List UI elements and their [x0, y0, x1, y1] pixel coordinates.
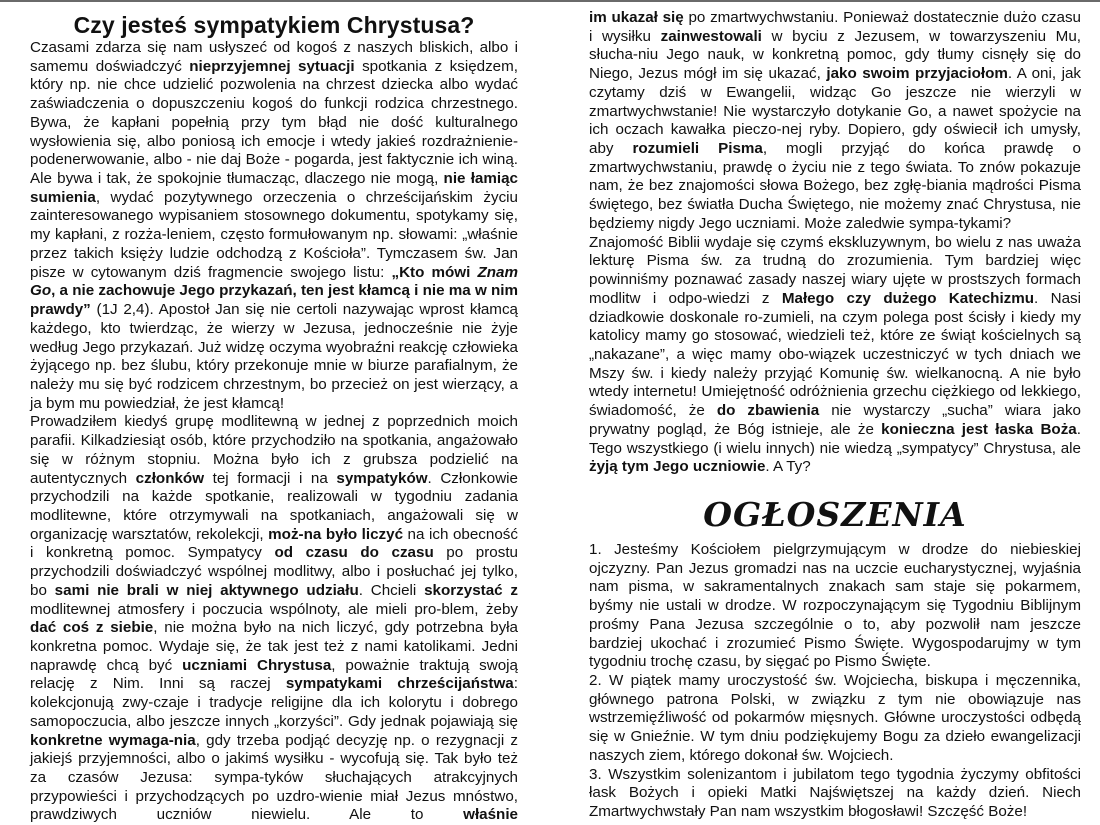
- emphasis-bold: sympatykami chrześcijaństwa: [285, 675, 514, 693]
- emphasis-bold: im ukazał się: [589, 9, 684, 26]
- left-column: [30, 9, 518, 825]
- emphasis-bold: żyją tym Jego uczniowie: [589, 458, 766, 476]
- emphasis-bold: nie łamiąc sumienia: [30, 170, 518, 206]
- emphasis-bold: zainwestowali: [660, 27, 762, 45]
- emphasis-bold: , a nie zachowuje Jego przykazań, ten jest kłamcą i nie ma w nim prawdy”: [30, 282, 518, 319]
- emphasis-bold: nieprzyjemnej sytuacji: [189, 57, 355, 75]
- emphasis-bold: sympatyków: [336, 469, 428, 487]
- article-paragraph-continued: im ukazał się po zmartwychwstaniu. Ponieważ dostatecznie dużo czasu i wysiłku zainwestowali w byciu z Jezusem, w towarzyszeniu Mu, słucha-niu Jego nauk, w konkretną pomoc, gdy tłumy cisnęły się do Niego, Jezus mógł im się ukazać, jako swoim przyjaciołom. A oni, jak czytamy dziś w Ewangelii, widząc Go jeszcze nie wierzyli w zmartwychwstanie! Nie wystarczyło dotykanie Go, a nawet spożycie na ich oczach kawałka pieczo-nej ryby. Dopiero, gdy oświecił ich umysły, aby rozumieli Pisma, mogli przyjąć do końca prawdę o zmartwychwstaniu, prawdę o życiu nie z tego świata. To znów pokazuje nam, że bez znajomości słowa Bożego, bez zgłę-biania mądrości Pisma świętego, bez światła Ducha Świętego, nie możemy znać Chrystusa, nie będziemy nigdy Jego uczniami. Może zaledwie sympa-tykami?: [589, 9, 1082, 232]
- emphasis-bold: skorzystać z: [424, 581, 518, 599]
- emphasis-bold: do zbawienia: [716, 402, 820, 420]
- emphasis-bold: uczniami Chrystusa: [182, 656, 332, 674]
- announcement-item: 1. Jesteśmy Kościołem pielgrzymującym w drodze do niebieskiej ojczyzny. Pan Jezus gromadzi nas na uczcie eucharystycznej, wyjaśnia nam pisma, w sakramentalnych znakach sam staje się pokarmem, byśmy nie ustali w drodze. W rozpoczynającym się Tygodniu Biblijnym prośmy Pana Jezusa szczególnie o to, aby pozwolił nam jeszcze bardziej ukochać i zrozumieć Pismo Święte. Wygospodarujmy w tym tygodniu trochę czasu, by sięgać po Pismo Święte.: [589, 540, 1081, 671]
- emphasis-bold: od czasu do czasu: [274, 544, 434, 562]
- emphasis-bold: moż-na było liczyć: [268, 525, 404, 543]
- emphasis-bold: rozumieli Pisma: [632, 140, 763, 158]
- article-paragraph: Czasami zdarza się nam usłyszeć od kogoś z naszych bliskich, albo i samemu doświadczyć nieprzyjemnej sytuacji spotkania z księdzem, który np. nie chce udzielić pozwolenia na chrzest dziecka albo wydać zaświadczenia o dopuszczeniu kogoś do funkcji rodzica chrzestnego. Bywa, że kapłani popełnią przy tym błąd nie dość kulturalnego wysłowienia się, albo poniosą ich emocje i wtedy jakieś rozdrażnienie-podenerwowanie, albo - nie daj Boże - pogarda, jest faktycznie ich winą. Ale bywa i tak, że spokojnie tłumacząc, dlaczego nie mogą, nie łamiąc sumienia, wydać pozytywnego orzeczenia o chrześcijańskim życiu zainteresowanego wypisaniem stosownego dokumentu, spotykamy się, my kapłani, z rozża-leniem, często formułowanym np. słowami: „właśnie przez takich księży ludzie odchodzą z Kościoła”. Tymczasem św. Jan pisze w cytowanym dziś fragmencie swojego listu: „Kto mówi Znam Go, a nie zachowuje Jego przykazań, ten jest kłamcą i nie ma w nim prawdy” (1J 2,4). Apostoł Jan się nie certoli nazywając wprost kłamcą każdego, kto twierdząc, że wierzy w Jezusa, jednocześnie nie żyje według Jego przykazań. Już widzę oczyma wyobraźni reakcję człowieka żyjącego np. bez ślubu, który przekonuje mnie w biurze parafialnym, że należy mu się być rodzicem chrzestnym, bo przecież on jest wierzący, a ja bym mu powiedział, że jest kłamcą!: [30, 39, 518, 412]
- emphasis-bold: Znam Go: [30, 263, 518, 300]
- announcement-item: 2. W piątek mamy uroczystość św. Wojciecha, biskupa i męczennika, głównego patrona Polski, w związku z tym nie obowiązuje nas wstrzemięźliwość od pokarmów mięsnych. Główne uroczystości odbędą się w Gnieźnie. W tym dniu podziękujemy Bogu za dzieło ewangelizacji naszych ziem, którego dokonał św. Wojciech.: [589, 672, 1081, 764]
- emphasis-bold: konkretne wymaga-nia: [30, 731, 196, 749]
- emphasis-bold: członków: [135, 469, 205, 487]
- announcements-title: OGŁOSZENIA: [703, 494, 967, 534]
- emphasis-bold: dać coś z siebie: [30, 619, 154, 637]
- emphasis-bold: Małego czy dużego Katechizmu: [781, 289, 1035, 307]
- article-paragraph: Prowadziłem kiedyś grupę modlitewną w jednej z poprzednich moich parafii. Kilkadziesiąt osób, które przychodziło na spotkania, angażowało się w różnym stopniu. Można było ich z grubsza podzielić na autentycznych członków tej formacji i na sympatyków. Członkowie przychodzili na każde spotkanie, realizowali w tygodniu zadania modlitewne, które otrzymywali na spotkaniach, angażowali się w organizację warsztatów, rekolekcji, moż-na było liczyć na ich obecność i konkretną pomoc. Sympatycy od czasu do czasu po prostu przychodzili doświadczyć wspólnej modlitwy, albo i posłuchać jej tylko, bo sami nie brali w niej aktywnego udziału. Chcieli skorzystać z modlitewnej atmosfery i poczucia wspólnoty, ale mieli pro-blem, żeby dać coś z siebie, nie można było na nich liczyć, gdy potrzebna była konkretna pomoc. Wydaje się, że tak jest też z nami katolikami. Jedni naprawdę chcą być uczniami Chrystusa, poważnie traktują swoją relację z Nim. Inni są raczej sympatykami chrześcijaństwa: kolekcjonują zwy-czaje i tradycje religijne dla ich kolorytu i dobrego samopoczucia, albo jeszcze innych „korzyści”. Gdy jednak pojawiają się konkretne wymaga-nia, gdy trzeba podjąć decyzję np. o rezygnacji z jakiejś przyjemności, albo o jakimś wysiłku - wycofują się. Tak było też za czasów Jezusa: sympa-tyków słuchających atrakcyjnych przypowieści i przychodzących po uzdro-wienie miał Jezus mnóstwo, prawdziwych uczniów niewielu. Ale to właśnie: [30, 413, 518, 824]
- emphasis-bold: „Kto mówi: [391, 263, 478, 281]
- article-title: Czy jesteś sympatykiem Chrystusa?: [73, 12, 475, 38]
- emphasis-bold: właśnie: [463, 806, 518, 824]
- emphasis-bold: jako swoim przyjaciołom: [826, 65, 1008, 83]
- page-top-border: [0, 0, 1100, 2]
- emphasis-bold: konieczna jest łaska Boża: [881, 420, 1077, 438]
- emphasis-bold: sami nie brali w niej aktywnego udziału: [54, 581, 359, 599]
- right-column: [589, 9, 1081, 822]
- article-paragraph: Znajomość Biblii wydaje się czymś ekskluzywnym, bo wielu z nas uważa lekturę Pisma św. za trudną do zrozumienia. Tym bardziej więc powinniśmy poznawać zasady naszej wiary ujęte w prostszych formach modlitw i odpo-wiedzi z Małego czy dużego Katechizmu. Nasi dziadkowie doskonale ro-zumieli, na czym polega post ścisły i kiedy my katolicy mamy go stosować, wiedzieli też, które ze świąt kościelnych są „nakazane”, a więc mamy obo-wiązek uczestniczyć w tych dniach we Mszy św. i kiedy należy przyjąć Komunię św. wielkanocną. A nie było wtedy internetu! Umiejętność odróżnienia grzechu ciężkiego od lekkiego, świadomość, że do zbawienia nie wystarczy „sucha” wiara jako prywatny pogląd, że Bóg istnieje, ale że konieczna jest łaska Boża. Tego wszystkiego (i wielu innych) nie wiedzą „sympatycy” Chrystusa, ale żyją tym Jego uczniowie. A Ty?: [589, 233, 1082, 476]
- announcement-item: 3. Wszystkim solenizantom i jubilatom tego tygodnia życzymy obfitości łask Bożych i opieki Matki Najświętszej na każdy dzień. Niech Zmartwychwstały Pan nam wszystkim błogosławi! Szczęść Boże!: [589, 765, 1081, 821]
